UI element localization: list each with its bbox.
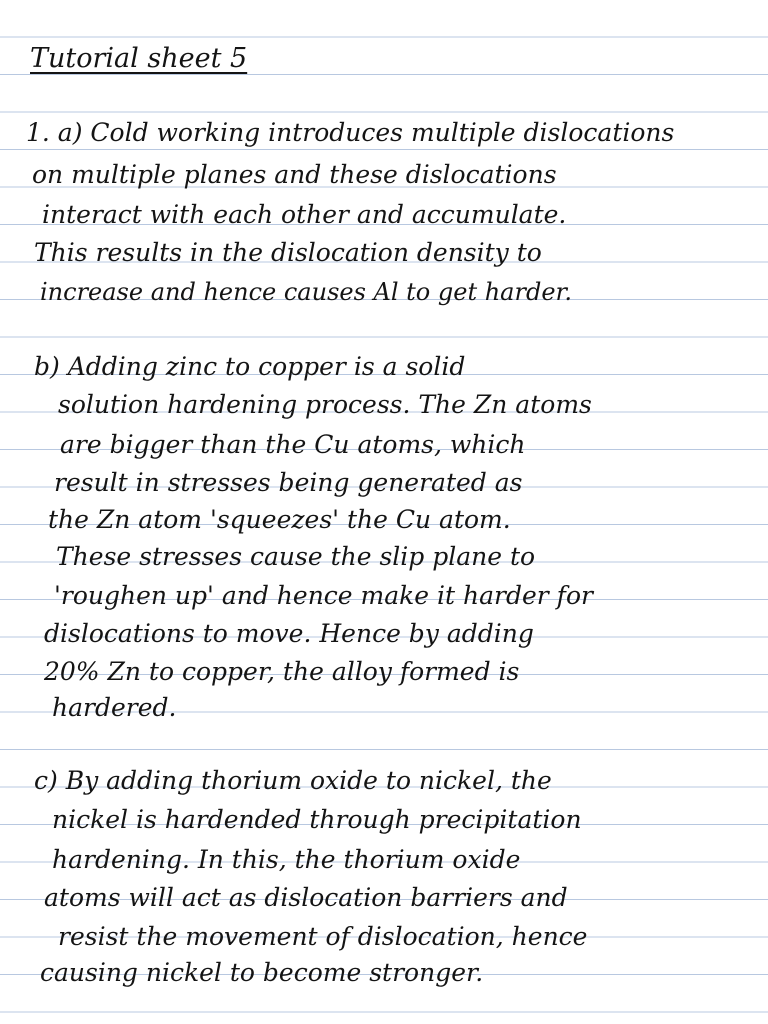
answer-c-line-4: atoms will act as dislocation barriers and xyxy=(44,883,568,912)
answer-a-line-2: on multiple planes and these dislocations xyxy=(32,160,557,189)
answer-b-line-2: solution hardening process. The Zn atoms xyxy=(58,390,592,419)
answer-b-line-3: are bigger than the Cu atoms, which xyxy=(60,430,526,459)
answer-a-line-5: increase and hence causes Al to get harder. xyxy=(40,278,572,306)
page-title: Tutorial sheet 5 xyxy=(30,43,248,74)
answer-b-line-9: 20% Zn to copper, the alloy formed is xyxy=(44,657,520,686)
answer-b-line-6: These stresses cause the slip plane to xyxy=(56,542,536,571)
answer-c-line-1: c) By adding thorium oxide to nickel, the xyxy=(34,766,552,795)
answer-c-line-6: causing nickel to become stronger. xyxy=(40,958,484,987)
answer-c-line-5: resist the movement of dislocation, hence xyxy=(58,922,588,951)
answer-c-line-3: hardening. In this, the thorium oxide xyxy=(52,845,521,874)
answer-c-line-2: nickel is hardended through precipitation xyxy=(52,805,582,834)
answer-a-line-3: interact with each other and accumulate. xyxy=(42,200,567,229)
answer-a-line-1: 1. a) Cold working introduces multiple dislocations xyxy=(26,118,675,147)
answer-a-line-4: This results in the dislocation density to xyxy=(34,238,542,267)
answer-b-line-7: 'roughen up' and hence make it harder for xyxy=(54,581,593,610)
answer-b-line-5: the Zn atom 'squeezes' the Cu atom. xyxy=(48,505,511,534)
answer-b-line-4: result in stresses being generated as xyxy=(54,468,523,497)
answer-b-line-8: dislocations to move. Hence by adding xyxy=(44,619,534,648)
answer-b-line-10: hardered. xyxy=(52,693,177,722)
answer-b-line-1: b) Adding zinc to copper is a solid xyxy=(34,352,466,381)
